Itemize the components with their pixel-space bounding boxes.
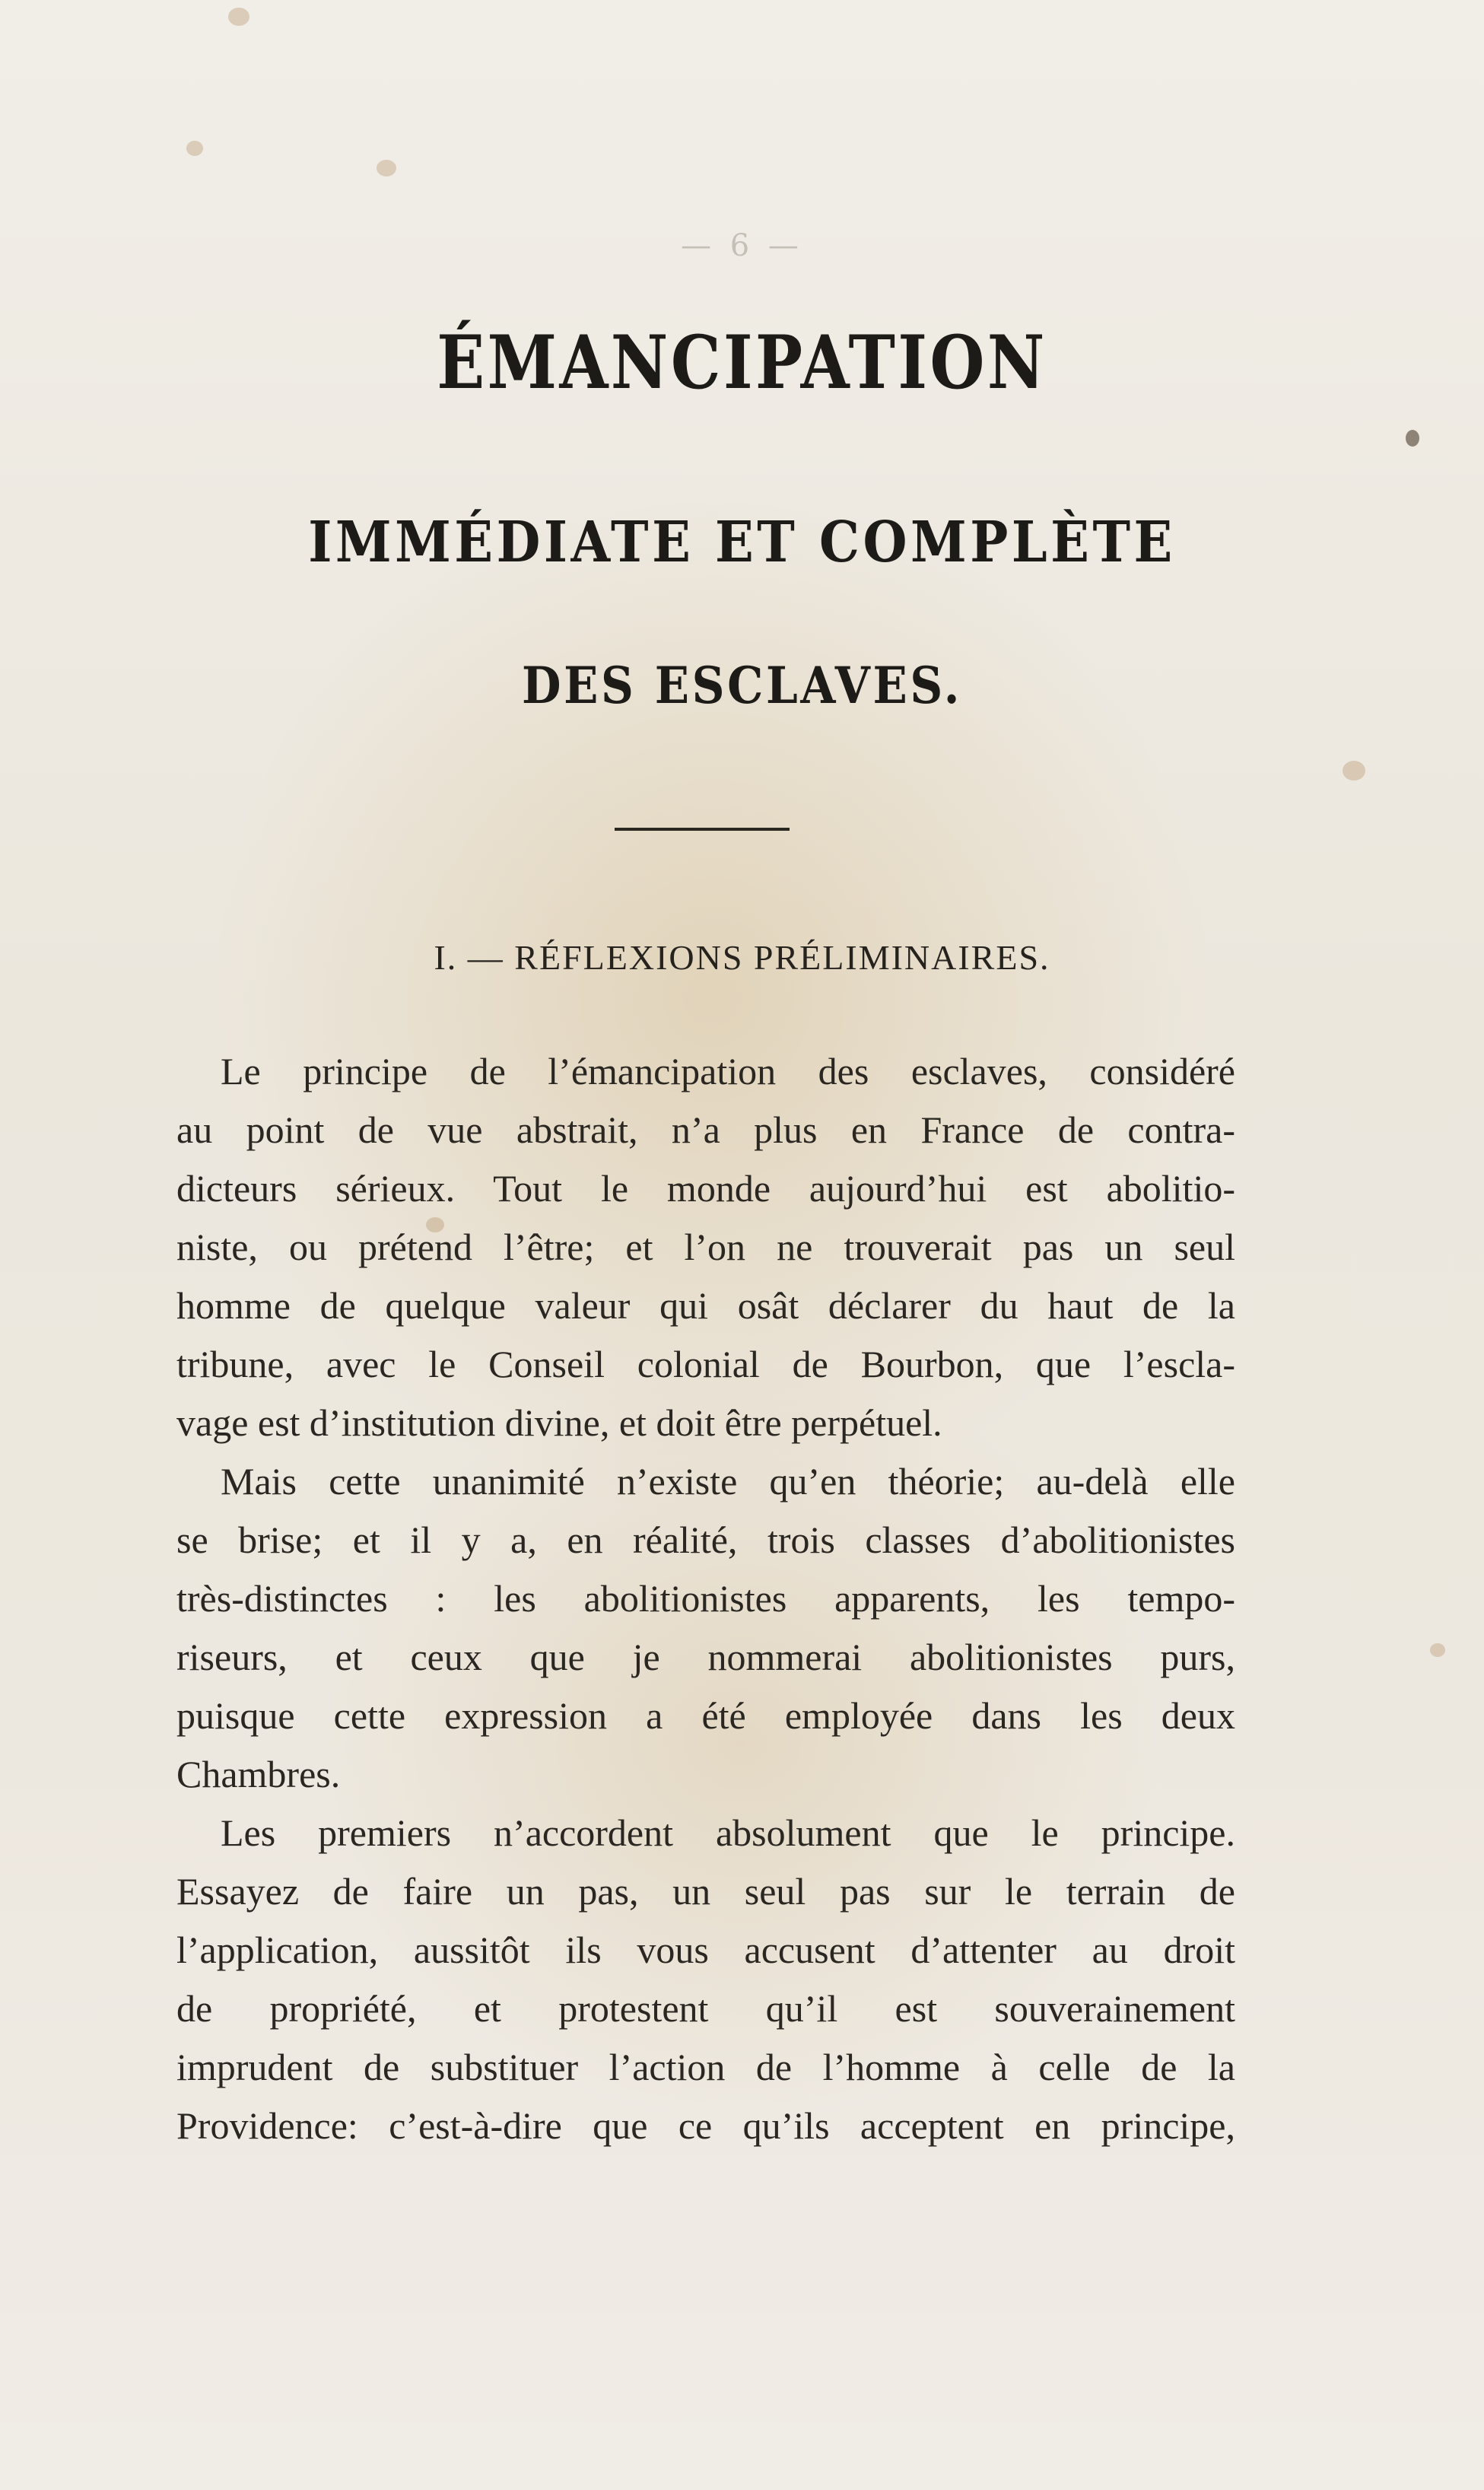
text-line: dicteurs sérieux. Tout le monde aujourd’hui est abolitio-: [176, 1167, 1235, 1210]
text-line: Providence: c’est-à-dire que ce qu’ils acceptent en principe,: [176, 2104, 1235, 2147]
foxing-spot: [1406, 430, 1419, 447]
title-line-2: IMMÉDIATE ET COMPLÈTE: [308, 510, 1176, 575]
running-head: — 6 —: [681, 228, 803, 263]
text-line: de propriété, et protestent qu’il est souverainement: [176, 1987, 1235, 2030]
text-line: puisque cette expression a été employée dans les deux: [176, 1694, 1235, 1737]
text-line: homme de quelque valeur qui osât déclarer du haut de la: [176, 1284, 1235, 1327]
title-divider: [615, 828, 790, 831]
text-line: imprudent de substituer l’action de l’homme à celle de la: [176, 2046, 1235, 2088]
body-text: [176, 1042, 1235, 2155]
foxing-spot: [228, 8, 249, 26]
section-heading: I. — RÉFLEXIONS PRÉLIMINAIRES.: [434, 938, 1050, 977]
text-line: Le principe de l’émancipation des esclaves, considéré: [221, 1050, 1235, 1092]
foxing-spot: [377, 160, 396, 176]
text-line: riseurs, et ceux que je nommerai abolitionistes purs,: [176, 1636, 1235, 1678]
title-line-1: ÉMANCIPATION: [437, 320, 1047, 405]
text-line: très-distinctes : les abolitionistes apparents, les tempo-: [176, 1577, 1235, 1620]
text-line: se brise; et il y a, en réalité, trois classes d’abolitionistes: [176, 1518, 1235, 1561]
title-line-3: DES ESCLAVES.: [522, 656, 962, 715]
text-line: vage est d’institution divine, et doit être perpétuel.: [176, 1401, 942, 1444]
text-line: niste, ou prétend l’être; et l’on ne trouverait pas un seul: [176, 1226, 1235, 1268]
text-line: Les premiers n’accordent absolument que le principe.: [221, 1811, 1235, 1854]
foxing-spot: [1430, 1643, 1445, 1657]
text-line: Essayez de faire un pas, un seul pas sur le terrain de: [176, 1870, 1235, 1913]
text-line: Mais cette unanimité n’existe qu’en théorie; au-delà elle: [221, 1460, 1235, 1503]
text-line: Chambres.: [176, 1753, 341, 1795]
text-line: l’application, aussitôt ils vous accusent d’attenter au droit: [176, 1929, 1235, 1971]
text-line: tribune, avec le Conseil colonial de Bourbon, que l’escla-: [176, 1343, 1235, 1385]
foxing-spot: [1343, 761, 1365, 781]
foxing-spot: [186, 141, 203, 156]
text-line: au point de vue abstrait, n’a plus en France de contra-: [176, 1108, 1235, 1151]
